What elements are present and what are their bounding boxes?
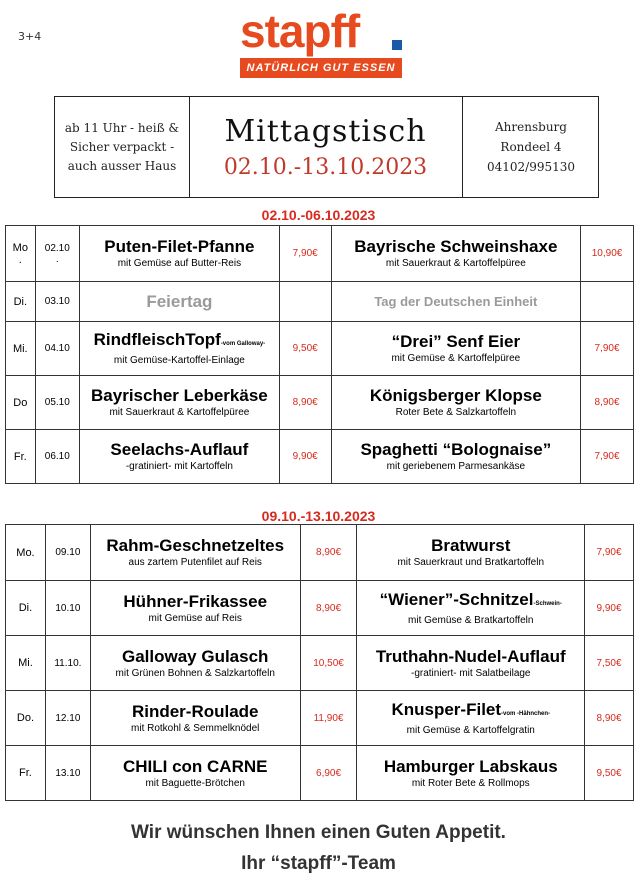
header-title-block (189, 97, 462, 197)
day-cell (6, 376, 36, 430)
dish-name (332, 237, 581, 257)
day-cell (6, 746, 46, 801)
header-box (54, 96, 599, 198)
menu-row (6, 226, 634, 282)
dish-name (357, 700, 584, 724)
service-line: auch ausser Haus (67, 158, 177, 173)
dish-side: mit Gemüse auf Reis (148, 612, 242, 624)
dish-name (80, 386, 279, 406)
dish-title: Bayrischer Leberkäse (91, 386, 268, 405)
dish-cell (357, 525, 585, 581)
dish-title: Bratwurst (431, 536, 511, 555)
price-cell (581, 226, 634, 282)
dish-price: 9,50€ (596, 767, 622, 779)
dish-name (91, 702, 300, 722)
dish-side: mit Sauerkraut & Kartoffelpüree (385, 258, 526, 269)
price-cell (581, 282, 634, 322)
week1-table (5, 225, 634, 484)
day-cell (6, 581, 46, 636)
dish-price: 9,50€ (292, 343, 318, 354)
day-cell (6, 226, 36, 282)
dish-title: Puten-Filet-Pfanne (104, 237, 255, 256)
price-cell (585, 691, 634, 746)
date-label: 10.10 (55, 602, 81, 614)
price-cell (581, 376, 634, 430)
dish-cell (90, 746, 300, 801)
logo-tagline: NATÜRLICH GUT ESSEN (240, 58, 402, 78)
date-label: 13.10 (55, 767, 81, 779)
dish-price: 7,90€ (594, 343, 620, 354)
price-cell (279, 322, 331, 376)
dish-title: Seelachs-Auflauf (110, 440, 249, 459)
dish-cell (331, 322, 581, 376)
dish-price: 8,90€ (596, 712, 622, 724)
dish-cell (79, 376, 279, 430)
date-cell (45, 746, 90, 801)
dish-side: mit geriebenem Parmesankäse (386, 461, 526, 472)
dish-cell (90, 691, 300, 746)
logo-wordmark: stapff (240, 5, 360, 57)
day-label: Di. (13, 295, 28, 308)
price-cell (279, 376, 331, 430)
dish-price: 8,90€ (594, 397, 620, 408)
dish-name (80, 292, 279, 312)
logo-square (392, 40, 402, 50)
dish-name (357, 536, 584, 556)
dish-side: mit Sauerkraut & Kartoffelpüree (109, 407, 250, 418)
dish-price: 9,90€ (596, 602, 622, 614)
dish-cell (357, 746, 585, 801)
price-cell (300, 525, 357, 581)
date-label: 06.10 (44, 451, 70, 462)
service-info (55, 97, 190, 197)
dish-name (80, 237, 279, 257)
dish-name (332, 440, 581, 460)
date-range: 02.10.-13.10.2023 (223, 155, 428, 180)
dish-cell (90, 525, 300, 581)
dish-title: Hamburger Labskaus (383, 756, 558, 776)
menu-row (6, 636, 634, 691)
dish-title: Galloway Gulasch (121, 646, 269, 666)
dish-suffix: -Schwein- (533, 600, 562, 607)
dish-side: Roter Bete & Salzkartoffeln (395, 407, 517, 418)
date-label: 03.10 (44, 296, 70, 307)
price-cell (300, 581, 357, 636)
dish-name (357, 647, 584, 667)
dish-cell (90, 581, 300, 636)
day-label: Fr. (19, 767, 32, 779)
dish-side: mit Sauerkraut und Bratkartoffeln (397, 557, 545, 568)
dish-price: 11,90€ (313, 712, 344, 724)
service-line: Sicher verpackt - (69, 139, 175, 154)
dish-price: 10,50€ (313, 657, 344, 669)
day-mark: . (18, 253, 22, 266)
price-cell (279, 430, 331, 484)
week1-title: 02.10.-06.10.2023 (261, 207, 376, 223)
dish-price: 8,90€ (292, 397, 318, 408)
menu-row (6, 376, 634, 430)
date-cell (35, 322, 79, 376)
dish-name (332, 386, 581, 406)
dish-name (91, 647, 300, 667)
price-cell (300, 636, 357, 691)
day-cell (6, 322, 36, 376)
menu-row (6, 581, 634, 636)
day-label: Mo (12, 241, 28, 254)
dish-price: 8,90€ (316, 547, 342, 558)
dish-price: 6,90€ (316, 767, 342, 779)
phone-line: 04102/995130 (486, 160, 576, 174)
dish-title: Königsberger Klopse (369, 386, 542, 405)
dish-name (80, 440, 279, 460)
dish-cell (79, 322, 279, 376)
day-label: Mi. (12, 342, 28, 355)
day-label: Mi. (18, 657, 33, 669)
dish-title: Knusper-Filet (391, 699, 502, 719)
date-cell (45, 691, 90, 746)
dish-title: RindfleischTopf (93, 330, 221, 349)
day-cell (6, 430, 36, 484)
menu-row (6, 691, 634, 746)
dish-cell (79, 226, 279, 282)
dish-price: 7,90€ (594, 451, 620, 462)
dish-title: Tag der Deutschen Einheit (374, 293, 538, 309)
menu-row (6, 430, 634, 484)
dish-side: aus zartem Putenfilet auf Reis (128, 557, 262, 568)
dish-title: “Drei” Senf Eier (391, 332, 521, 351)
dish-title: Truthahn-Nudel-Auflauf (375, 646, 566, 666)
dish-title: Hühner-Frikassee (123, 591, 268, 611)
dish-cell (331, 282, 581, 322)
dish-side: mit Baguette-Brötchen (145, 777, 245, 789)
price-cell (585, 746, 634, 801)
menu-row (6, 282, 634, 322)
menu-row (6, 322, 634, 376)
day-label: Di. (18, 602, 33, 614)
menu-row (6, 525, 634, 581)
dish-title: Rahm-Geschnetzeltes (106, 536, 285, 555)
date-cell (45, 525, 90, 581)
price-cell (585, 636, 634, 691)
day-cell (6, 636, 46, 691)
week2-table (5, 524, 634, 801)
dish-name (332, 292, 581, 312)
date-label: 09.10 (55, 547, 81, 558)
date-label: 04.10 (44, 343, 70, 354)
menu-row (6, 746, 634, 801)
dish-cell (357, 636, 585, 691)
dish-name (91, 592, 300, 612)
dish-side: mit Grünen Bohnen & Salzkartoffeln (115, 667, 275, 679)
dish-side: -gratiniert- mit Salatbeilage (411, 667, 531, 679)
dish-side: mit Roter Bete & Rollmops (411, 777, 530, 789)
date-cell (35, 376, 79, 430)
dish-title: “Wiener”-Schnitzel (379, 589, 534, 609)
dish-side: mit Gemüse & Kartoffelgratin (406, 724, 535, 736)
dish-cell (357, 691, 585, 746)
date-cell (45, 636, 90, 691)
dish-suffix: -vom Galloway- (220, 341, 266, 347)
date-label: 12.10 (55, 712, 81, 724)
dish-side: mit Gemüse & Bratkartoffeln (408, 614, 534, 626)
service-line: ab 11 Uhr - heiß & (64, 120, 180, 135)
price-cell (300, 746, 357, 801)
dish-title: Bayrische Schweinshaxe (354, 237, 558, 256)
dish-side: mit Gemüse & Kartoffelpüree (391, 353, 521, 364)
dish-side: -gratiniert- mit Kartoffeln (125, 461, 233, 472)
dish-side: mit Gemüse-Kartoffel-Einlage (113, 355, 245, 366)
dish-cell (331, 430, 581, 484)
dish-title: CHILI con CARNE (122, 756, 268, 776)
dish-cell (79, 430, 279, 484)
day-label: Mo. (16, 546, 35, 559)
dish-price: 8,90€ (316, 602, 342, 614)
day-label: Fr. (13, 450, 27, 463)
price-cell (581, 322, 634, 376)
date-cell (35, 226, 79, 282)
date-cell (35, 430, 79, 484)
dish-price: 7,90€ (596, 547, 622, 558)
date-cell (45, 581, 90, 636)
price-cell (279, 282, 331, 322)
day-cell (6, 525, 46, 581)
footer-line2: Ihr “stapff”-Team (241, 853, 396, 874)
date-label: 02.10 (44, 242, 70, 254)
handwritten-note: 3+4 (18, 30, 42, 43)
dish-cell (357, 581, 585, 636)
date-mark: . (55, 253, 59, 265)
dish-name (80, 330, 279, 354)
day-cell (6, 691, 46, 746)
dish-cell (90, 636, 300, 691)
stapff-logo (240, 5, 404, 74)
dish-name (357, 590, 584, 614)
address-line: Rondeel 4 (500, 140, 562, 154)
address-line: Ahrensburg (495, 120, 567, 134)
price-cell (585, 581, 634, 636)
price-cell (581, 430, 634, 484)
dish-price: 9,90€ (292, 451, 318, 462)
dish-title: Spaghetti “Bolognaise” (360, 440, 552, 459)
dish-suffix: -vom -Hähnchen- (501, 710, 551, 717)
price-cell (585, 525, 634, 581)
price-cell (300, 691, 357, 746)
dish-name (91, 757, 300, 777)
dish-name (332, 332, 581, 352)
week2-title: 09.10.-13.10.2023 (261, 508, 376, 524)
address-info (462, 97, 599, 197)
dish-name (91, 536, 300, 556)
day-label: Do (13, 396, 28, 409)
dish-cell (331, 376, 581, 430)
dish-price: 10,90€ (591, 248, 623, 259)
dish-side: mit Gemüse auf Butter-Reis (117, 258, 242, 269)
dish-side: mit Rotkohl & Semmelknödel (131, 722, 260, 734)
footer-line1: Wir wünschen Ihnen einen Guten Appetit. (131, 822, 506, 843)
date-cell (35, 282, 79, 322)
date-label: 05.10 (44, 397, 70, 408)
price-cell (279, 226, 331, 282)
dish-title: Feiertag (146, 291, 213, 311)
dish-price: 7,50€ (596, 657, 622, 669)
dish-cell (331, 226, 581, 282)
date-label: 11.10. (54, 657, 82, 669)
day-cell (6, 282, 36, 322)
day-label: Do. (16, 712, 35, 724)
dish-name (357, 757, 584, 777)
dish-price: 7,90€ (292, 248, 318, 259)
dish-title: Rinder-Roulade (131, 701, 259, 721)
dish-cell (79, 282, 279, 322)
page-title: Mittagstisch (224, 114, 427, 149)
